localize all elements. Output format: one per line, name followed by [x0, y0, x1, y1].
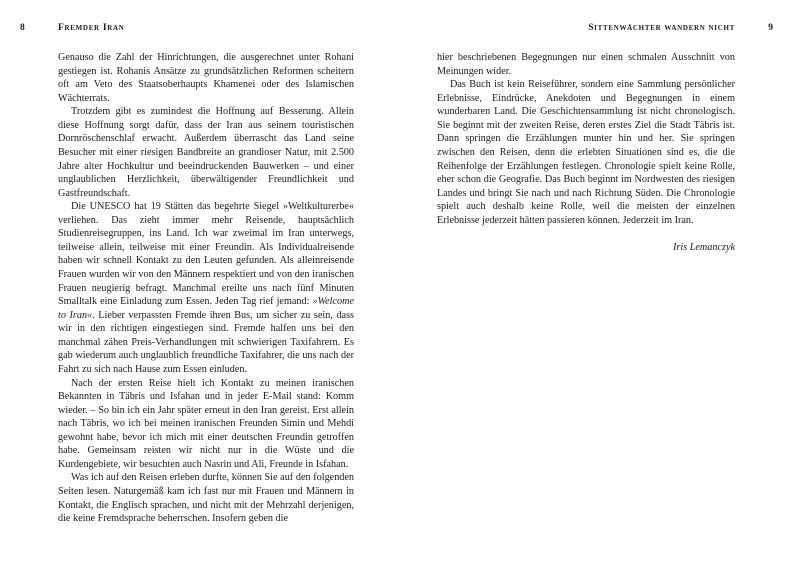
right-running-head: Sittenwächter wandern nicht: [588, 23, 735, 33]
text-run: . Lieber verpassten Fremde ihren Bus, um sicher zu sein, dass wir in den richtigen eingestiegen sind. Fremde halfen uns bei den manchmal zähen Preis-Verhandlungen mit schwierigen Taxifahrern. Es gab wiederum auch unglaublich freundliche Taxifahrer, die uns nach der Fahrt zu sich nach Hause zum Essen einluden.: [58, 309, 355, 375]
left-page-body: [58, 51, 354, 526]
right-page: [397, 0, 794, 567]
text-run: Nach der ersten Reise hielt ich Kontakt zu meinen iranischen Bekannten in Täbris und Isfahan und in jeder E-Mail stand: Komm wieder. – So bin ich ein Jahr später erneut in den Iran gereist. Erst allein nach Täbris, wo ich bei meinen iranischen Freunden Simin und Mehdi gewohnt habe, bevor ich mich mit einer deutschen Freundin getroffen habe. Gemeinsam reisten wir nicht nur in die Wüste und die Kurdengebiete, wir besuchten auch Nasrin und Ali, Freunde in Isfahan.: [58, 377, 354, 470]
right-page-body: [437, 51, 735, 254]
text-run: Das Buch ist kein Reiseführer, sondern eine Sammlung persönlicher Erlebnisse, Eindrücke, Anekdoten und Begegnungen in einem wunderbaren Land. Die Geschichtensammlung ist nicht chronologisch. Sie beginnt mit der zweiten Reise, deren erstes Ziel die Stadt Täbris ist. Dann springen die Erzählungen munter hin und her. Sie springen zwischen den Reisen, denn die erlebten Situationen sind es, die die Reihenfolge der Erzählungen festlegen. Chronologie spielt keine Rolle, eher schon die Geografie. Das Buch beginnt im Nordwesten des riesigen Landes und bringt Sie nach und nach Richtung Süden. Die Chronologie spielt auch deshalb keine Rolle, weil die meisten der einzelnen Erlebnisse jederzeit hätten passieren können. Jederzeit im Iran.: [437, 79, 735, 226]
text-run: hier beschriebenen Begegnungen nur einen schmalen Ausschnitt von Meinungen wider.: [437, 52, 735, 77]
paragraph: [437, 51, 735, 78]
text-run: Genauso die Zahl der Hinrichtungen, die ausgerechnet unter Rohani gestiegen ist. Rohanis Ansätze zu grundsätzlichen Reformen scheitern oft am Veto des Staatsoberhaupts Khamenei oder des Islamischen Wächterrats.: [58, 52, 354, 104]
paragraph: [58, 200, 354, 376]
paragraph: [58, 105, 354, 200]
author-signature: Iris Lemanczyk: [673, 241, 735, 253]
left-running-head: Fremder Iran: [58, 23, 125, 33]
text-run: Trotzdem gibt es zumindest die Hoffnung auf Besserung. Allein diese Hoffnung sorgt dafür, dass der Iran aus seinem touristischen Dornröschenschlaf erwacht. Außerdem überrascht das Land seine Besucher mit einer riesigen Bandbreite an grandioser Natur, mit 2.500 Jahre alter Hochkultur und beeindruckenden Bauwerken – und einer unglaublichen Herzlichkeit, überwältigender Freundlichkeit und Gastfreundschaft.: [58, 106, 354, 199]
text-run: Die UNESCO hat 19 Stätten das begehrte Siegel »Weltkulturerbe« verliehen. Das zieht immer mehr Reisende, hauptsächlich Studienreisegruppen, ins Land. Ich war zweimal im Iran unterwegs, teilweise allein, teilweise mit einer Freundin. Als Individualreisende haben wir schnell Kontakt zu den Leuten gefunden. Als alleinreisende Frauen wurden wir von den Männern respektiert und von den iranischen Frauen neugierig befragt. Manchmal ereilte uns nach fünf Minuten Smalltalk eine Einladung zum Essen. Jeden Tag rief jemand:: [58, 201, 354, 308]
right-page-number: 9: [768, 23, 773, 33]
left-page-number: 8: [20, 23, 25, 33]
paragraph: [58, 377, 354, 472]
paragraph: [437, 78, 735, 227]
text-run: Was ich auf den Reisen erleben durfte, können Sie auf den folgenden Seiten lesen. Naturgemäß kam ich fast nur mit Frauen und Männern in Kontakt, die Englisch sprachen, und nicht mit der Mehrzahl derjenigen, die keine Fremdsprache beherrschen. Insofern geben die: [58, 472, 354, 525]
paragraph: [58, 471, 354, 525]
paragraph: [58, 51, 354, 105]
italic-text-run: »Welcome to Iran«: [58, 296, 354, 321]
